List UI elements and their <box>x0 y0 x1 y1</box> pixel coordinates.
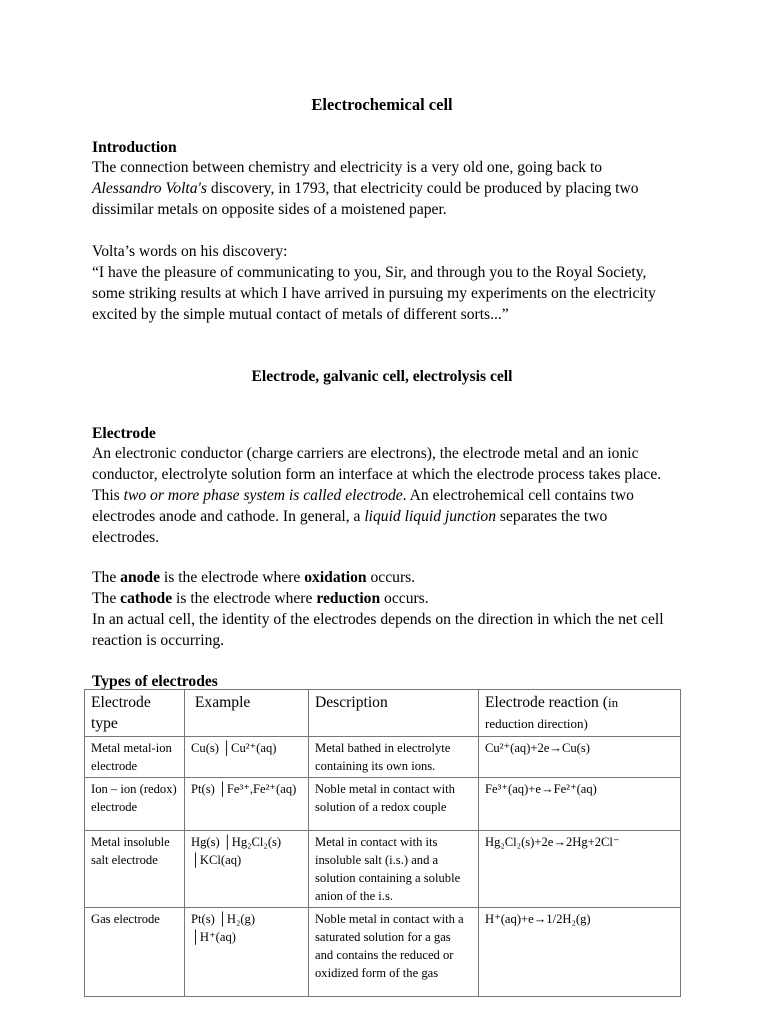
electrode-text-a: An electronic conductor (charge carriers are electrons), the electrode metal and an ionic conductor, electrolyte solution form an interface at which the electrode process takes place. This <box>92 445 662 504</box>
types-of-electrodes-heading: Types of electrodes <box>92 673 218 690</box>
anode-mid: is the electrode where <box>160 569 305 586</box>
header-electrode-type: Electrode type <box>85 690 185 737</box>
cell-description: Noble metal in contact with solution of a redox couple <box>309 778 479 831</box>
actual-cell-text: In an actual cell, the identity of the electrodes depends on the direction in which the net cell reaction is occurring. <box>92 611 664 649</box>
cell-type: Ion – ion (redox) electrode <box>85 778 185 831</box>
cell-description: Metal bathed in electrolyte containing its own ions. <box>309 737 479 778</box>
cell-example: Hg(s) │Hg₂Cl₂(s) │KCl(aq) <box>185 831 309 908</box>
cell-reaction: Hg₂Cl₂(s)+2e→2Hg+2Cl⁻ <box>479 831 681 908</box>
header-example-label: Example <box>194 694 251 711</box>
anode-word: anode <box>120 569 161 586</box>
cell-reaction: Cu²⁺(aq)+2e→Cu(s) <box>479 737 681 778</box>
cathode-pre: The <box>92 590 121 607</box>
cathode-line <box>92 588 672 609</box>
table-row <box>85 831 681 908</box>
electrode-types-table <box>84 689 681 997</box>
header-example <box>185 690 309 737</box>
header-reaction-in: in <box>607 695 619 710</box>
header-reaction-direction: reduction direction) <box>485 716 588 731</box>
volta-quote: “I have the pleasure of communicating to you, Sir, and through you to the Royal Society, some striking results at which I have arrived in pursuing my experiments on the electricity excited by the simple mutual contact of metals of different sorts...” <box>92 264 656 323</box>
volta-name: Alessandro Volta's <box>92 180 207 197</box>
cell-reaction: Fe³⁺(aq)+e→Fe²⁺(aq) <box>479 778 681 831</box>
table-row <box>85 908 681 997</box>
header-reaction-label: Electrode reaction ( <box>485 694 608 711</box>
table-header-row <box>85 690 681 737</box>
anode-post: occurs. <box>366 569 416 586</box>
cell-example: Cu(s) │Cu²⁺(aq) <box>185 737 309 778</box>
cell-type: Gas electrode <box>85 908 185 997</box>
cell-example: Pt(s) │Fe³⁺,Fe²⁺(aq) <box>185 778 309 831</box>
section-heading-electrode-cells: Electrode, galvanic cell, electrolysis cell <box>251 368 513 385</box>
header-description: Description <box>309 690 479 737</box>
electrode-paragraph <box>92 443 672 548</box>
cell-type: Metal insoluble salt electrode <box>85 831 185 908</box>
anode-pre: The <box>92 569 121 586</box>
cell-description: Metal in contact with its insoluble salt (i.s.) and a solution containing a soluble anion of the i.s. <box>309 831 479 908</box>
anode-cathode-block <box>92 567 672 651</box>
reduction-word: reduction <box>316 590 381 607</box>
electrode-italic-2: liquid liquid junction <box>364 508 497 525</box>
cell-example: Pt(s) │H₂(g) │H⁺(aq) <box>185 908 309 997</box>
page-title: Electrochemical cell <box>311 95 453 114</box>
intro-text-b: discovery, in 1793, that electricity could be produced by placing two dissimilar metals on opposite sides of a moistened paper. <box>92 180 639 218</box>
cell-description: Noble metal in contact with a saturated solution for a gas and contains the reduced or oxidized form of the gas <box>309 908 479 997</box>
cathode-word: cathode <box>120 590 173 607</box>
volta-label: Volta’s words on his discovery: <box>92 243 288 260</box>
cathode-post: occurs. <box>380 590 429 607</box>
intro-text-a: The connection between chemistry and electricity is a very old one, going back to <box>92 159 603 176</box>
electrode-text-b: . An electrohemical cell contains two electrodes anode and cathode. In general, a <box>92 487 634 525</box>
introduction-paragraph <box>92 157 672 220</box>
table-row <box>85 778 681 831</box>
oxidation-word: oxidation <box>304 569 367 586</box>
cathode-mid: is the electrode where <box>172 590 317 607</box>
introduction-heading: Introduction <box>92 139 177 156</box>
cell-type: Metal metal-ion electrode <box>85 737 185 778</box>
electrode-text-c: separates the two electrodes. <box>92 508 608 546</box>
anode-line <box>92 567 672 588</box>
header-electrode-reaction <box>479 690 681 737</box>
electrode-italic-1: two or more phase system is called electrode <box>123 487 403 504</box>
table-row <box>85 737 681 778</box>
electrode-heading: Electrode <box>92 425 156 442</box>
cell-reaction: H⁺(aq)+e→1/2H₂(g) <box>479 908 681 997</box>
